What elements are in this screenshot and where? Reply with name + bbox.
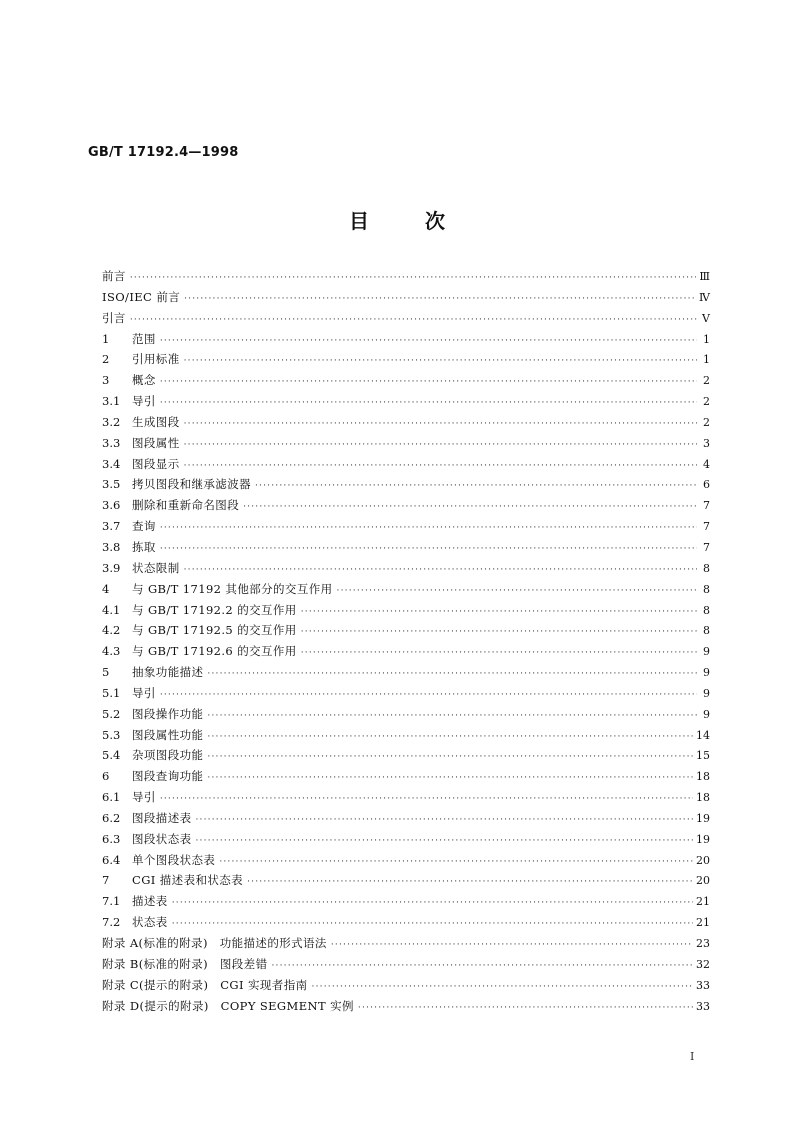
toc-entry-page: 7 [703, 499, 710, 513]
toc-entry-label: 附录 B(标准的附录) 图段差错 [102, 956, 268, 971]
toc-entry-number: 6.2 [102, 810, 121, 825]
toc-entry-number: 6.4 [102, 852, 121, 867]
toc-entry-label: 引言 [102, 310, 126, 325]
toc-entry-number: 5.4 [102, 748, 121, 763]
toc-leader-dots [301, 628, 697, 637]
toc-leader-dots [184, 295, 696, 304]
toc-entry-label: 查询 [132, 519, 156, 534]
toc-entry[interactable] [102, 372, 710, 393]
toc-entry-page: 15 [696, 749, 710, 763]
toc-entry[interactable] [102, 727, 710, 748]
toc-leader-dots [337, 587, 697, 596]
toc-entry-page: 23 [696, 937, 710, 950]
toc-entry-label: CGI 描述表和状态表 [132, 873, 244, 888]
toc-leader-dots [160, 691, 697, 700]
toc-entry-number: 5.2 [102, 706, 121, 721]
toc-entry-page: 9 [703, 707, 710, 721]
toc-entry-page: 8 [703, 561, 710, 575]
toc-leader-dots [196, 816, 694, 825]
toc-leader-dots [130, 274, 697, 283]
toc-entry-page: 8 [703, 624, 710, 638]
toc-entry-label: 图段属性功能 [132, 727, 204, 742]
toc-entry-number: 4.1 [102, 602, 121, 617]
toc-entry-label: 杂项图段功能 [132, 748, 204, 763]
toc-entry-number: 5.3 [102, 727, 121, 742]
toc-entry-label: 删除和重新命名图段 [132, 498, 240, 513]
toc-leader-dots [160, 545, 697, 554]
toc-entry-page: Ⅴ [702, 311, 710, 325]
toc-entry-page: 6 [703, 478, 710, 492]
toc-entry-page: 8 [703, 582, 710, 596]
toc-entry-page: 18 [696, 791, 710, 805]
standard-code: GB/T 17192.4—1998 [88, 145, 239, 160]
toc-entry[interactable] [102, 789, 710, 810]
toc-entry-label: 范围 [132, 331, 156, 346]
toc-entry-page: 8 [703, 603, 710, 617]
toc-entry[interactable] [102, 268, 710, 289]
toc-leader-dots [172, 920, 693, 929]
toc-entry-page: 21 [696, 895, 710, 909]
toc-entry[interactable] [102, 497, 710, 518]
toc-entry-number: 3.4 [102, 456, 121, 471]
toc-leader-dots [207, 774, 693, 783]
toc-leader-dots [160, 399, 697, 408]
toc-leader-dots [207, 712, 697, 721]
toc-entry-number: 5.1 [102, 685, 121, 700]
toc-leader-dots [207, 670, 697, 679]
toc-entry-label: 拣取 [132, 539, 156, 554]
table-of-contents [102, 268, 710, 1018]
toc-entry-page: 21 [696, 916, 710, 930]
toc-entry-label: 单个图段状态表 [132, 852, 216, 867]
toc-entry-label: 导引 [132, 790, 156, 805]
toc-entry[interactable] [102, 643, 710, 664]
toc-leader-dots [184, 420, 697, 429]
toc-leader-dots [219, 858, 693, 867]
toc-entry[interactable] [102, 622, 710, 643]
toc-entry-number: 6.3 [102, 831, 121, 846]
toc-entry-number: 3.8 [102, 539, 121, 554]
toc-entry-number: 6.1 [102, 790, 121, 805]
toc-entry-number: 3.2 [102, 414, 121, 429]
toc-entry[interactable] [102, 977, 710, 998]
toc-entry-label: 图段查询功能 [132, 769, 204, 784]
toc-leader-dots [207, 733, 693, 742]
toc-leader-dots [271, 962, 693, 971]
toc-leader-dots [184, 357, 697, 366]
toc-entry-label: ISO/IEC 前言 [102, 289, 181, 304]
toc-leader-dots [160, 524, 697, 533]
toc-leader-dots [184, 462, 697, 471]
toc-entry[interactable] [102, 602, 710, 623]
toc-entry-label: 生成图段 [132, 414, 180, 429]
toc-entry-label: 图段属性 [132, 435, 180, 450]
toc-entry-label: 描述表 [132, 894, 168, 909]
toc-entry-number: 3 [102, 373, 110, 388]
toc-entry[interactable] [102, 810, 710, 831]
toc-entry[interactable] [102, 414, 710, 435]
toc-leader-dots [160, 337, 697, 346]
toc-entry[interactable] [102, 872, 710, 893]
toc-entry-page: 19 [696, 811, 710, 825]
toc-entry-page: 20 [696, 853, 710, 867]
toc-entry-number: 6 [102, 769, 110, 784]
toc-entry-page: 9 [703, 686, 710, 700]
toc-entry[interactable] [102, 310, 710, 331]
toc-entry-page: 7 [703, 540, 710, 554]
toc-entry-page: 1 [703, 332, 710, 346]
toc-entry-page: 2 [703, 395, 710, 409]
toc-leader-dots [196, 837, 694, 846]
toc-leader-dots [301, 608, 697, 617]
toc-entry-label: 状态表 [132, 915, 168, 930]
toc-entry[interactable] [102, 351, 710, 372]
toc-entry-number: 3.5 [102, 477, 121, 492]
toc-entry[interactable] [102, 831, 710, 852]
toc-entry[interactable] [102, 393, 710, 414]
toc-entry-page: 4 [703, 457, 710, 471]
toc-entry-number: 3.3 [102, 435, 121, 450]
toc-entry-number: 5 [102, 665, 110, 680]
toc-entry[interactable] [102, 685, 710, 706]
toc-entry-label: 图段描述表 [132, 810, 192, 825]
toc-leader-dots [247, 878, 693, 887]
toc-entry-label: 图段状态表 [132, 831, 192, 846]
toc-entry-page: 20 [696, 874, 710, 888]
toc-leader-dots [301, 649, 697, 658]
toc-leader-dots [172, 899, 693, 908]
toc-entry-number: 7.2 [102, 915, 121, 930]
toc-entry-label: 状态限制 [132, 560, 180, 575]
toc-entry-page: 33 [696, 978, 710, 992]
toc-leader-dots [255, 482, 697, 491]
toc-entry-label: 图段操作功能 [132, 706, 204, 721]
toc-entry-page: 3 [703, 436, 710, 450]
toc-entry[interactable] [102, 935, 710, 956]
toc-leader-dots [243, 503, 697, 512]
toc-entry-label: 导引 [132, 394, 156, 409]
toc-entry[interactable] [102, 539, 710, 560]
toc-entry-label: 概念 [132, 373, 156, 388]
toc-leader-dots [184, 566, 697, 575]
toc-leader-dots [312, 983, 693, 992]
toc-entry-page: 2 [703, 415, 710, 429]
toc-entry-label: 与 GB/T 17192.6 的交互作用 [132, 644, 297, 659]
toc-title: 目次 [349, 209, 501, 233]
toc-entry[interactable] [102, 998, 710, 1019]
toc-entry-label: 前言 [102, 269, 126, 283]
toc-entry[interactable] [102, 518, 710, 539]
toc-entry[interactable] [102, 435, 710, 456]
toc-entry[interactable] [102, 331, 710, 352]
toc-entry-page: 32 [696, 957, 710, 971]
toc-entry[interactable] [102, 747, 710, 768]
toc-leader-dots [358, 1004, 693, 1013]
toc-entry[interactable] [102, 956, 710, 977]
toc-entry-page: 9 [703, 666, 710, 680]
toc-leader-dots [207, 753, 693, 762]
toc-entry-label: 附录 C(提示的附录) CGI 实现者指南 [102, 977, 308, 992]
toc-entry-number: 7.1 [102, 894, 121, 909]
toc-entry-number: 4.3 [102, 644, 121, 659]
toc-entry[interactable] [102, 893, 710, 914]
toc-entry[interactable] [102, 852, 710, 873]
toc-entry-label: 图段显示 [132, 456, 180, 471]
toc-entry[interactable] [102, 664, 710, 685]
toc-entry-label: 抽象功能描述 [132, 665, 204, 680]
toc-entry-number: 7 [102, 873, 110, 888]
toc-entry[interactable] [102, 456, 710, 477]
toc-entry-page: 14 [696, 728, 710, 742]
toc-entry-number: 3.7 [102, 519, 121, 534]
toc-entry-label: 拷贝图段和继承滤波器 [132, 477, 251, 492]
toc-entry-page: 7 [703, 520, 710, 534]
toc-leader-dots [331, 941, 693, 950]
toc-entry-page: 1 [703, 353, 710, 367]
toc-entry-label: 与 GB/T 17192.2 的交互作用 [132, 602, 297, 617]
toc-entry-number: 3.1 [102, 394, 121, 409]
toc-entry-number: 3.9 [102, 560, 121, 575]
toc-entry[interactable] [102, 289, 710, 310]
toc-entry-page: Ⅲ [699, 270, 710, 283]
page-number: I [690, 1050, 695, 1063]
toc-entry-label: 与 GB/T 17192.5 的交互作用 [132, 623, 297, 638]
toc-entry[interactable] [102, 706, 710, 727]
toc-entry-page: 33 [696, 999, 710, 1013]
toc-entry-page: 19 [696, 832, 710, 846]
toc-entry-label: 与 GB/T 17192 其他部分的交互作用 [132, 581, 333, 596]
toc-entry-number: 3.6 [102, 498, 121, 513]
toc-entry[interactable] [102, 560, 710, 581]
toc-leader-dots [130, 316, 697, 325]
toc-entry-label: 附录 A(标准的附录) 功能描述的形式语法 [102, 936, 327, 950]
toc-entry-page: 9 [703, 645, 710, 659]
toc-entry-page: 18 [696, 770, 710, 784]
toc-entry-page: 2 [703, 374, 710, 388]
toc-entry-label: 引用标准 [132, 352, 180, 367]
toc-entry[interactable] [102, 768, 710, 789]
toc-entry-number: 4 [102, 581, 110, 596]
toc-entry-number: 1 [102, 331, 110, 346]
toc-entry-page: Ⅳ [699, 290, 710, 304]
toc-leader-dots [160, 378, 697, 387]
toc-entry-number: 2 [102, 352, 110, 367]
toc-entry[interactable] [102, 476, 710, 497]
toc-entry-number: 4.2 [102, 623, 121, 638]
toc-entry-label: 导引 [132, 685, 156, 700]
toc-entry-label: 附录 D(提示的附录) COPY SEGMENT 实例 [102, 998, 354, 1013]
toc-leader-dots [184, 441, 697, 450]
toc-leader-dots [160, 795, 693, 804]
toc-entry[interactable] [102, 914, 710, 935]
toc-entry[interactable] [102, 581, 710, 602]
